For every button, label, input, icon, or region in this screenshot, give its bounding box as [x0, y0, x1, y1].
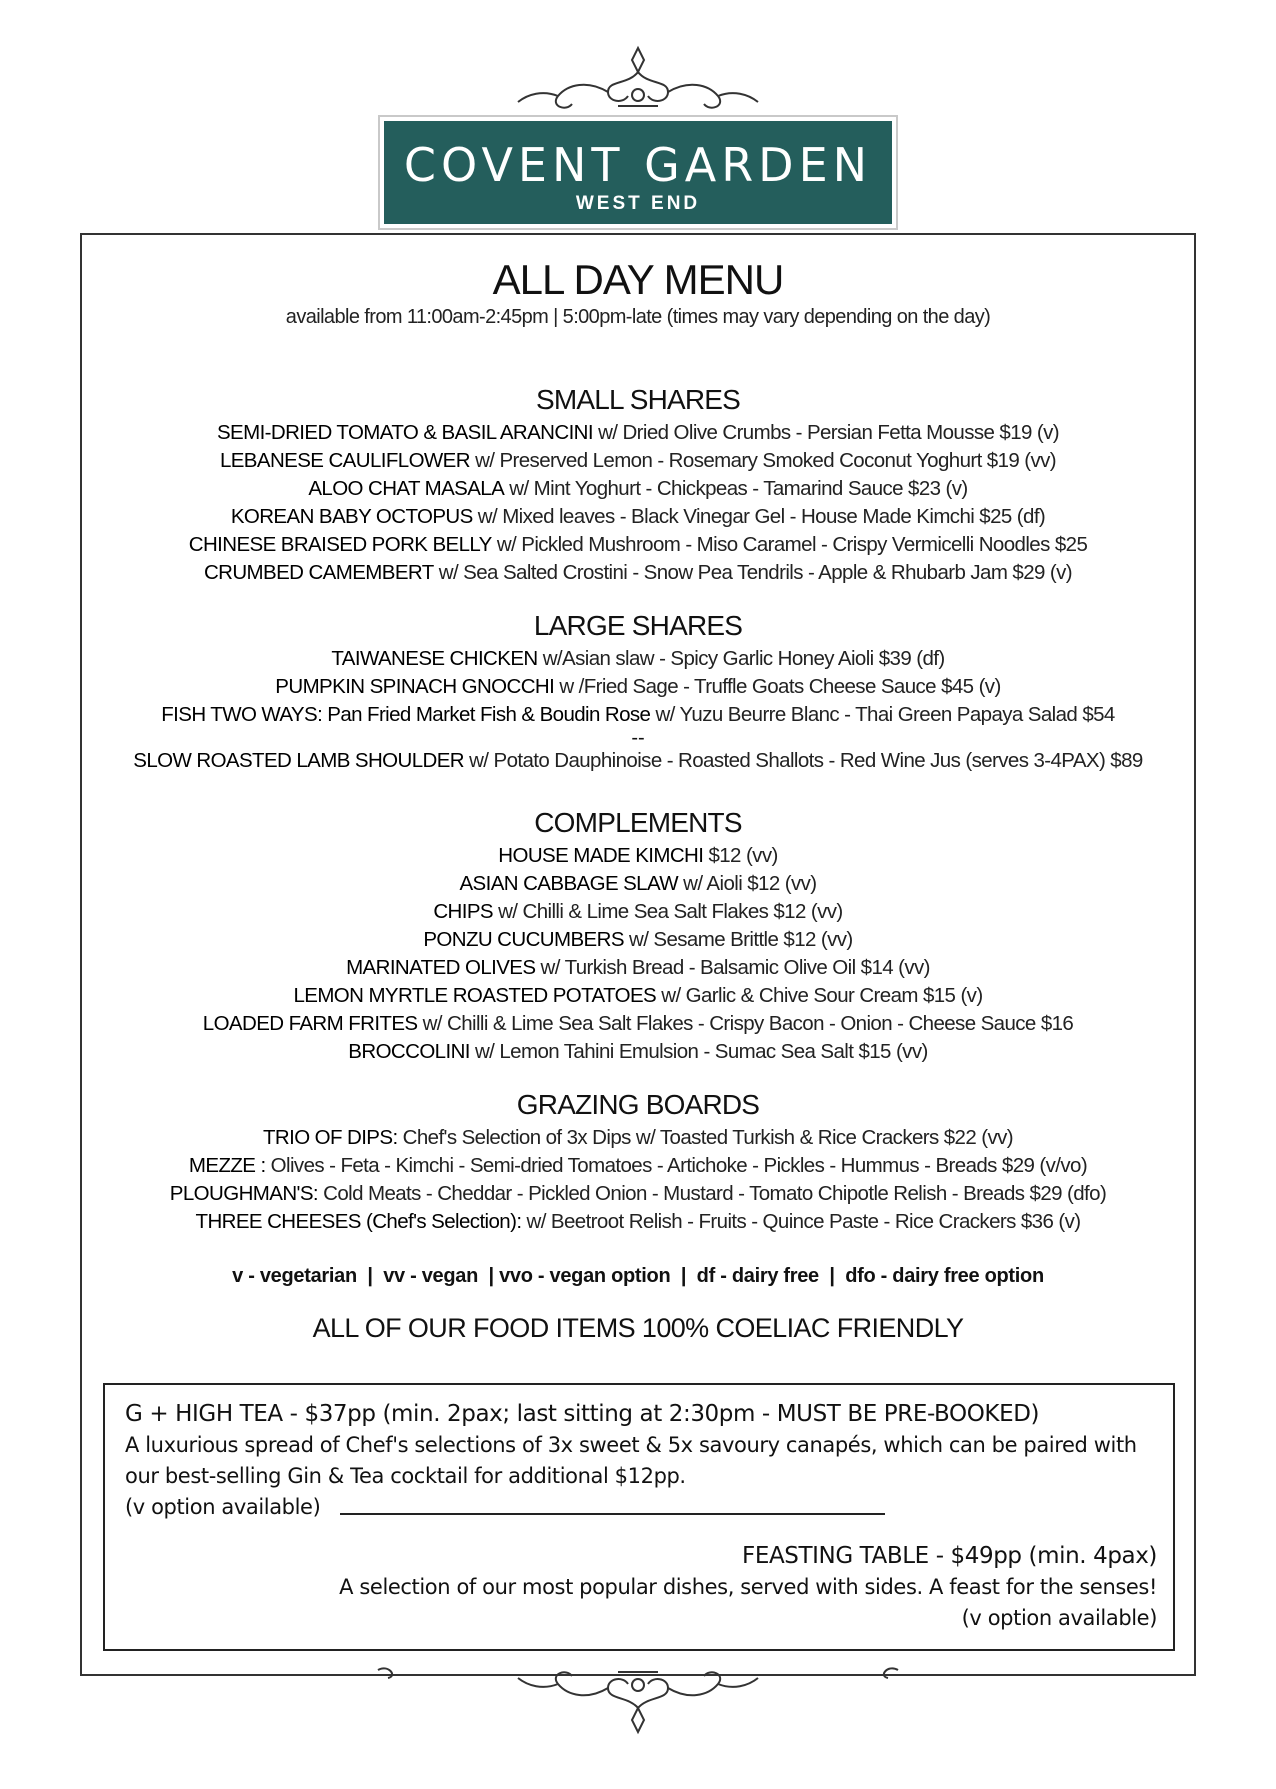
menu-item: PUMPKIN SPINACH GNOCCHI w /Fried Sage - Truffle Goats Cheese Sauce $45 (v) — [275, 675, 1001, 698]
menu-title: ALL DAY MENU — [492, 256, 784, 303]
menu-item: HOUSE MADE KIMCHI $12 (vv) — [498, 844, 778, 867]
feasting-table-offer — [339, 1541, 1157, 1634]
menu-item: FISH TWO WAYS: Pan Fried Market Fish & Boudin Rose w/ Yuzu Beurre Blanc - Thai Green Papaya Salad $54 — [161, 703, 1115, 726]
feasting-description: A selection of our most popular dishes, served with sides. A feast for the senses! — [339, 1575, 1157, 1599]
menu-item: LEMON MYRTLE ROASTED POTATOES w/ Garlic & Chive Sour Cream $15 (v) — [293, 984, 983, 1007]
menu-item: PLOUGHMAN'S: Cold Meats - Cheddar - Pickled Onion - Mustard - Tomato Chipotle Relish - Breads $29 (dfo) — [169, 1182, 1107, 1205]
availability-text: available from 11:00am-2:45pm | 5:00pm-late (times may vary depending on the day) — [285, 306, 991, 328]
menu-item: LOADED FARM FRITES w/ Chilli & Lime Sea Salt Flakes - Crispy Bacon - Onion - Cheese Sauce $16 — [202, 1012, 1074, 1035]
dietary-legend: v - vegetarian | vv - vegan | vvo - vegan option | df - dairy free | dfo - dairy free option — [232, 1265, 1044, 1287]
menu-item-feature: SLOW ROASTED LAMB SHOULDER w/ Potato Dauphinoise - Roasted Shallots - Red Wine Jus (serves 3-4PAX) $89 — [133, 749, 1143, 772]
flourish-ornament-icon — [358, 1662, 918, 1742]
section-large-shares — [80, 609, 1196, 775]
menu-item: PONZU CUCUMBERS w/ Sesame Brittle $12 (vv) — [423, 928, 853, 951]
section-title: GRAZING BOARDS — [516, 1089, 760, 1120]
divider-line — [340, 1513, 885, 1515]
section-complements — [80, 806, 1196, 1066]
section-small-shares — [80, 383, 1196, 587]
menu-item: LEBANESE CAULIFLOWER w/ Preserved Lemon - Rosemary Smoked Coconut Yoghurt $19 (vv) — [219, 449, 1057, 472]
menu-item: TAIWANESE CHICKEN w/Asian slaw - Spicy Garlic Honey Aioli $39 (df) — [331, 647, 945, 670]
item-separator: -- — [631, 727, 645, 749]
menu-item: THREE CHEESES (Chef's Selection): w/ Beetroot Relish - Fruits - Quince Paste - Rice Crackers $36 (v) — [195, 1210, 1081, 1233]
brand-location: WEST END — [575, 193, 701, 214]
offers-box — [103, 1383, 1175, 1651]
menu-item: CHIPS w/ Chilli & Lime Sea Salt Flakes $12 (vv) — [433, 900, 843, 923]
menu-item: ASIAN CABBAGE SLAW w/ Aioli $12 (vv) — [459, 872, 817, 895]
bottom-ornament — [0, 1662, 1276, 1742]
menu-item: SEMI-DRIED TOMATO & BASIL ARANCINI w/ Dried Olive Crumbs - Persian Fetta Mousse $19 (v) — [216, 421, 1060, 444]
menu-item: CRUMBED CAMEMBERT w/ Sea Salted Crostini - Snow Pea Tendrils - Apple & Rhubarb Jam $29 (v) — [203, 561, 1073, 584]
menu-item: TRIO OF DIPS: Chef's Selection of 3x Dips w/ Toasted Turkish & Rice Crackers $22 (vv) — [262, 1126, 1014, 1149]
menu-item: BROCCOLINI w/ Lemon Tahini Emulsion - Sumac Sea Salt $15 (vv) — [348, 1040, 928, 1063]
high-tea-description-2: our best-selling Gin & Tea cocktail for additional $12pp. — [125, 1464, 686, 1488]
high-tea-heading: G + HIGH TEA - $37pp (min. 2pax; last sitting at 2:30pm - MUST BE PRE-BOOKED) — [125, 1401, 1040, 1427]
section-title: LARGE SHARES — [533, 610, 743, 641]
section-title: SMALL SHARES — [535, 384, 741, 415]
section-grazing-boards — [80, 1088, 1196, 1236]
high-tea-description-1: A luxurious spread of Chef's selections of 3x sweet & 5x savoury canapés, which can be paired with — [125, 1433, 1137, 1457]
menu-item: MARINATED OLIVES w/ Turkish Bread - Balsamic Olive Oil $14 (vv) — [346, 956, 930, 979]
menu-item: MEZZE : Olives - Feta - Kimchi - Semi-dried Tomatoes - Artichoke - Pickles - Hummus - Breads $29 (v/vo) — [188, 1154, 1088, 1177]
high-tea-veg-note: (v option available) — [125, 1495, 321, 1519]
section-title: COMPLEMENTS — [534, 807, 742, 838]
brand-name: COVENT GARDEN — [403, 138, 873, 192]
coeliac-notice: ALL OF OUR FOOD ITEMS 100% COELIAC FRIENDLY — [312, 1313, 964, 1343]
high-tea-offer — [125, 1399, 1155, 1523]
top-ornament — [0, 40, 1276, 120]
menu-item: KOREAN BABY OCTOPUS w/ Mixed leaves - Black Vinegar Gel - House Made Kimchi $25 (df) — [230, 505, 1046, 528]
menu-item: CHINESE BRAISED PORK BELLY w/ Pickled Mushroom - Miso Caramel - Crispy Vermicelli Noodles $25 — [188, 533, 1088, 556]
brand-logo — [378, 115, 898, 230]
flourish-ornament-icon — [488, 40, 788, 120]
feasting-veg-note: (v option available) — [961, 1606, 1157, 1630]
menu-item: ALOO CHAT MASALA w/ Mint Yoghurt - Chickpeas - Tamarind Sauce $23 (v) — [308, 477, 968, 500]
feasting-heading: FEASTING TABLE - $49pp (min. 4pax) — [742, 1543, 1157, 1569]
